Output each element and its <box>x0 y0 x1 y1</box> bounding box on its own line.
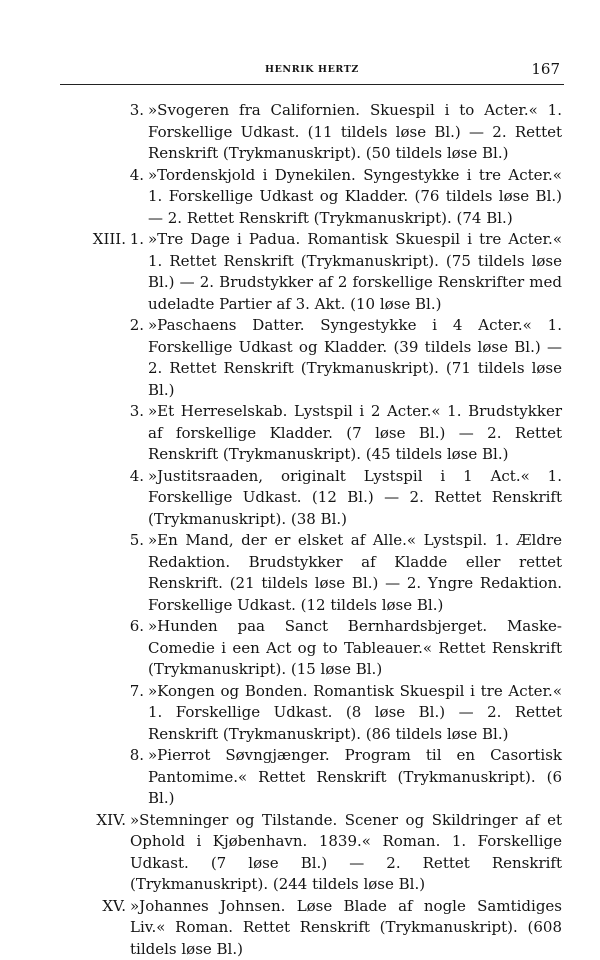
item-number: 2. <box>130 315 144 337</box>
page-number: 167 <box>531 60 560 78</box>
item-text: »Johannes Johnsen. Løse Blade af nogle Samtidiges Liv.« Roman. Rettet Renskrift (Trykmanuskript). (608 tildels løse Bl.) <box>130 897 562 958</box>
item-text: »Justitsraaden, originalt Lystspil i 1 Act.« 1. Forskellige Udkast. (12 Bl.) — 2. Rettet Renskrift (Trykmanuskript). (38 Bl.) <box>148 467 562 528</box>
item-number: 4. <box>130 466 144 488</box>
page-header <box>60 60 564 82</box>
item-number: 8. <box>130 745 144 767</box>
list-item <box>148 100 562 165</box>
list-item <box>148 681 562 746</box>
section-numeral: XIV. <box>96 810 126 832</box>
manuscript-list <box>0 100 600 960</box>
list-item <box>148 745 562 810</box>
list-item <box>148 466 562 531</box>
list-item <box>148 315 562 401</box>
item-text: »Pierrot Søvngjænger. Program til en Casortisk Pantomime.« Rettet Renskrift (Trykmanuskript). (6 Bl.) <box>148 746 562 807</box>
list-item <box>130 810 562 896</box>
list-item <box>148 165 562 230</box>
list-item <box>148 616 562 681</box>
item-text: »En Mand, der er elsket af Alle.« Lystspil. 1. Ældre Redaktion. Brudstykker af Kladde eller rettet Renskrift. (21 tildels løse Bl.) — 2. Yngre Redaktion. Forskellige Udkast. (12 tildels løse Bl.) <box>148 531 562 614</box>
list-item <box>130 896 562 960</box>
item-number: 5. <box>130 530 144 552</box>
item-number: 6. <box>130 616 144 638</box>
running-title: HENRIK HERTZ <box>60 64 564 75</box>
item-text: »Svogeren fra Californien. Skuespil i to Acter.« 1. Forskellige Udkast. (11 tildels løse Bl.) — 2. Rettet Renskrift (Trykmanuskript). (50 tildels løse Bl.) <box>148 101 562 162</box>
section-numeral: XV. <box>102 896 126 918</box>
header-rule <box>60 84 564 85</box>
item-text: »Et Herreselskab. Lystspil i 2 Acter.« 1. Brudstykker af forskellige Kladder. (7 løse Bl.) — 2. Rettet Renskrift (Trykmanuskript). (45 tildels løse Bl.) <box>148 402 562 463</box>
item-number: 3. <box>130 401 144 423</box>
item-number: 1. <box>130 229 144 251</box>
item-text: »Tre Dage i Padua. Romantisk Skuespil i tre Acter.« 1. Rettet Renskrift (Trykmanuskript). (75 tildels løse Bl.) — 2. Brudstykker af 2 forskellige Renskrifter med udeladte Partier af 3. Akt. (10 løse Bl.) <box>148 230 562 313</box>
item-text: »Hunden paa Sanct Bernhardsbjerget. Maske-Comedie i een Act og to Tableauer.« Rettet Renskrift (Trykmanuskript). (15 løse Bl.) <box>148 617 562 678</box>
item-text: »Stemninger og Tilstande. Scener og Skildringer af et Ophold i Kjøbenhavn. 1839.« Roman. 1. Forskellige Udkast. (7 løse Bl.) — 2. Rettet Renskrift (Trykmanuskript). (244 tildels løse Bl.) <box>130 811 562 894</box>
item-number: 4. <box>130 165 144 187</box>
item-text: »Tordenskjold i Dynekilen. Syngestykke i tre Acter.« 1. Forskellige Udkast og Kladder. (76 tildels løse Bl.) — 2. Rettet Renskrift (Trykmanuskript). (74 Bl.) <box>148 166 562 227</box>
item-number: 3. <box>130 100 144 122</box>
item-text: »Paschaens Datter. Syngestykke i 4 Acter.« 1. Forskellige Udkast og Kladder. (39 tildels løse Bl.) — 2. Rettet Renskrift (Trykmanuskript). (71 tildels løse Bl.) <box>148 316 562 399</box>
item-text: »Kongen og Bonden. Romantisk Skuespil i tre Acter.« 1. Forskellige Udkast. (8 løse Bl.) — 2. Rettet Renskrift (Trykmanuskript). (86 tildels løse Bl.) <box>148 682 562 743</box>
section-numeral: XIII. <box>93 229 126 251</box>
list-item <box>148 229 562 315</box>
list-item <box>148 401 562 466</box>
item-number: 7. <box>130 681 144 703</box>
list-item <box>148 530 562 616</box>
